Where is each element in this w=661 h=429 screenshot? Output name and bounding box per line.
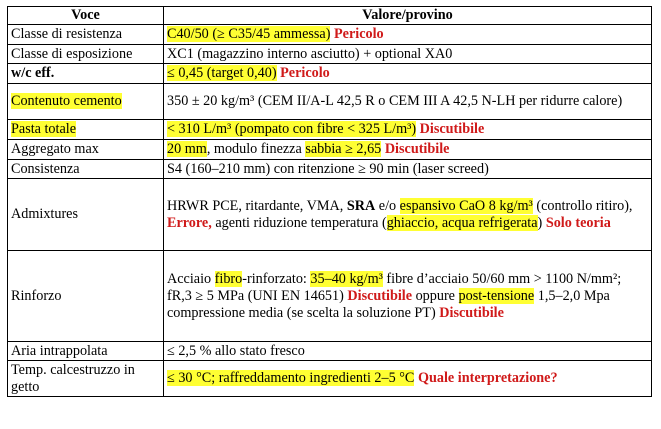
row-label: Admixtures xyxy=(8,179,164,251)
table-row xyxy=(8,179,652,251)
row-label: w/c eff. xyxy=(8,64,164,84)
table-row xyxy=(8,361,652,397)
row-label: Rinforzo xyxy=(8,251,164,342)
table-row xyxy=(8,84,652,120)
header-voce: Voce xyxy=(8,7,164,25)
bold-text: SRA xyxy=(346,197,376,214)
verdict-badge: Discutibile xyxy=(381,141,450,157)
row-label xyxy=(8,120,164,140)
highlighted-text: fibro xyxy=(214,270,243,287)
plain-text: compressione media (se scelta la soluzione PT) xyxy=(167,304,436,321)
highlighted-text: < 310 L/m³ (pompato con fibre < 325 L/m³) xyxy=(167,121,417,137)
table-row xyxy=(8,342,652,361)
plain-text: , modulo finezza xyxy=(206,141,306,157)
plain-text: 1,5–2,0 Mpa xyxy=(534,287,610,304)
verdict-badge: Discutibile xyxy=(435,304,504,321)
highlighted-text: ≤ 0,45 (target 0,40) xyxy=(167,65,277,81)
header-valore: Valore/provino xyxy=(164,7,652,25)
header-row xyxy=(8,7,652,25)
highlighted-label: Contenuto cemento xyxy=(11,93,122,109)
highlighted-text: 35–40 kg/m³ xyxy=(310,270,383,287)
plain-text: oppure xyxy=(412,287,459,304)
row-label: Aria intrappolata xyxy=(8,342,164,361)
highlighted-text: post-tensione xyxy=(458,287,535,304)
row-label: Temp. calcestruzzo in getto xyxy=(8,361,164,397)
plain-text: agenti riduzione temperatura ( xyxy=(211,214,387,231)
row-value xyxy=(164,251,652,342)
plain-text: (controllo ritiro), xyxy=(532,197,633,214)
row-value xyxy=(164,64,652,84)
row-value: S4 (160–210 mm) con ritenzione ≥ 90 min (laser screed) xyxy=(164,160,652,179)
row-label xyxy=(8,84,164,120)
highlighted-text: C40/50 (≥ C35/45 ammessa) xyxy=(167,26,331,42)
row-value xyxy=(164,179,652,251)
plain-text: e/o xyxy=(375,197,400,214)
plain-text: ) xyxy=(537,214,543,231)
row-value: XC1 (magazzino interno asciutto) + optional XA0 xyxy=(164,45,652,64)
plain-text: -rinforzato: xyxy=(242,270,311,287)
highlighted-text: ghiaccio, acqua refrigerata xyxy=(386,214,538,231)
plain-text: fibre d’acciaio 50/60 mm > 1100 N/mm²; xyxy=(382,270,622,287)
row-value xyxy=(164,25,652,45)
row-label: Classe di resistenza xyxy=(8,25,164,45)
table-row xyxy=(8,25,652,45)
row-value: ≤ 2,5 % allo stato fresco xyxy=(164,342,652,361)
row-value xyxy=(164,120,652,140)
highlighted-text: sabbia ≥ 2,65 xyxy=(305,141,382,157)
plain-text: Acciaio xyxy=(167,270,215,287)
row-value: 350 ± 20 kg/m³ (CEM II/A-L 42,5 R o CEM III A 42,5 N-LH per ridurre calore) xyxy=(164,84,652,120)
highlighted-text: espansivo CaO 8 kg/m³ xyxy=(399,197,533,214)
row-label: Consistenza xyxy=(8,160,164,179)
highlighted-text: 20 mm xyxy=(167,141,207,157)
table-row xyxy=(8,140,652,160)
verdict-badge: Pericolo xyxy=(276,65,330,81)
table-row xyxy=(8,160,652,179)
row-value xyxy=(164,361,652,397)
highlighted-text: ≤ 30 °C; raffreddamento ingredienti 2–5 °C xyxy=(167,370,415,386)
spec-table xyxy=(7,6,652,397)
table-row xyxy=(8,120,652,140)
row-label: Aggregato max xyxy=(8,140,164,160)
verdict-badge: Errore, xyxy=(167,214,212,231)
table-row xyxy=(8,64,652,84)
verdict-badge: Discutibile xyxy=(416,121,485,137)
row-value xyxy=(164,140,652,160)
row-label: Classe di esposizione xyxy=(8,45,164,64)
plain-text: fR,3 ≥ 5 MPa (UNI EN 14651) xyxy=(167,287,344,304)
verdict-badge: Solo teoria xyxy=(542,214,611,231)
verdict-badge: Pericolo xyxy=(330,26,384,42)
table-row xyxy=(8,251,652,342)
plain-text: HRWR PCE, ritardante, VMA, xyxy=(167,197,347,214)
table-row xyxy=(8,45,652,64)
highlighted-label: Pasta totale xyxy=(11,121,77,137)
verdict-badge: Discutibile xyxy=(343,287,413,304)
verdict-badge: Quale interpretazione? xyxy=(414,370,558,386)
